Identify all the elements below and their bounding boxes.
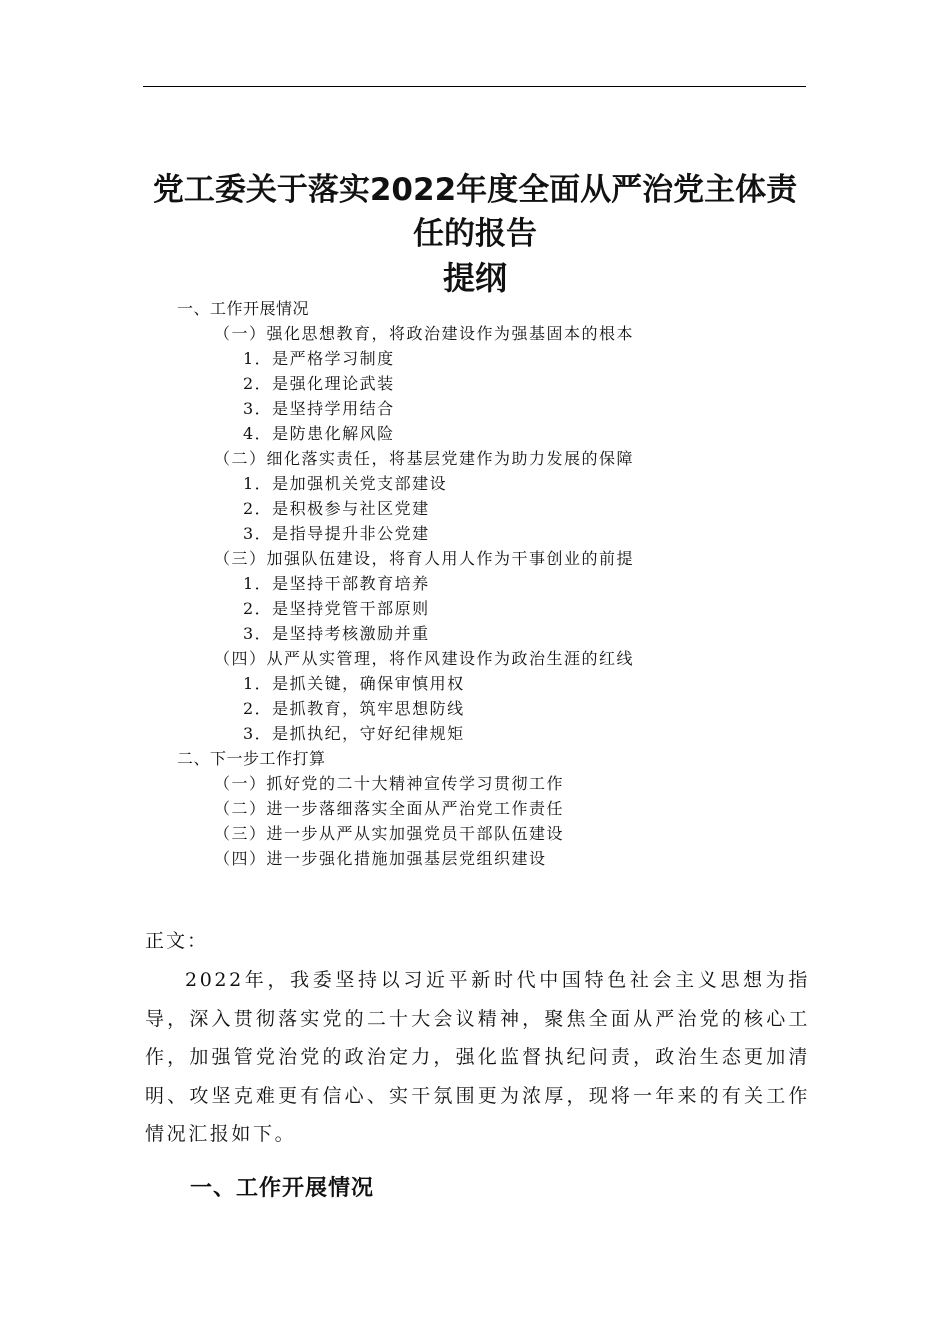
outline-point: 1．是坚持干部教育培养 <box>243 574 430 593</box>
outline-subsection: （一）抓好党的二十大精神宣传学习贯彻工作 <box>214 774 565 793</box>
outline-subsection: （三）加强队伍建设，将育人用人作为干事创业的前提 <box>214 549 635 568</box>
outline-point: 1．是严格学习制度 <box>243 349 395 368</box>
outline-subsection: （四）从严从实管理，将作风建设作为政治生涯的红线 <box>214 649 635 668</box>
document-title-line-1: 党工委关于落实2022年度全面从严治党主体责 <box>152 172 798 208</box>
body-label: 正文： <box>145 930 209 952</box>
body-paragraph: 2022年，我委坚持以习近平新时代中国特色社会主义思想为指导，深入贯彻落实党的二十大会议精神，聚焦全面从严治党的核心工作，加强管党治党的政治定力，强化监督执纪问责，政治生态更加清明、攻坚克难更有信心、实干氛围更为浓厚，现将一年来的有关工作情况汇报如下。 <box>145 969 810 1145</box>
outline-point: 2．是积极参与社区党建 <box>243 499 430 518</box>
outline-subsection: （四）进一步强化措施加强基层党组织建设 <box>214 849 547 868</box>
outline-section: 二、下一步工作打算 <box>177 749 326 768</box>
section-heading: 一、工作开展情况 <box>190 1176 375 1201</box>
outline-point: 3．是指导提升非公党建 <box>243 524 430 543</box>
document-title-line-2: 任的报告 <box>413 216 537 252</box>
outline-subsection: （三）进一步从严从实加强党员干部队伍建设 <box>214 824 565 843</box>
outline-point: 4．是防患化解风险 <box>243 424 395 443</box>
outline-point: 3．是抓执纪，守好纪律规矩 <box>243 724 465 743</box>
outline-point: 3．是坚持考核激励并重 <box>243 624 430 643</box>
outline-heading: 提纲 <box>442 259 507 297</box>
header-rule <box>143 86 806 87</box>
outline-point: 2．是抓教育，筑牢思想防线 <box>243 699 465 718</box>
outline-point: 1．是加强机关党支部建设 <box>243 474 448 493</box>
outline-subsection: （二）进一步落细落实全面从严治党工作责任 <box>214 799 565 818</box>
outline-subsection: （二）细化落实责任，将基层党建作为助力发展的保障 <box>214 449 635 468</box>
outline-point: 2．是强化理论武装 <box>243 374 395 393</box>
outline-section: 一、工作开展情况 <box>177 299 310 318</box>
outline-point: 2．是坚持党管干部原则 <box>243 599 430 618</box>
outline-point: 3．是坚持学用结合 <box>243 399 395 418</box>
outline-point: 1．是抓关键，确保审慎用权 <box>243 674 465 693</box>
outline-subsection: （一）强化思想教育，将政治建设作为强基固本的根本 <box>214 324 635 343</box>
